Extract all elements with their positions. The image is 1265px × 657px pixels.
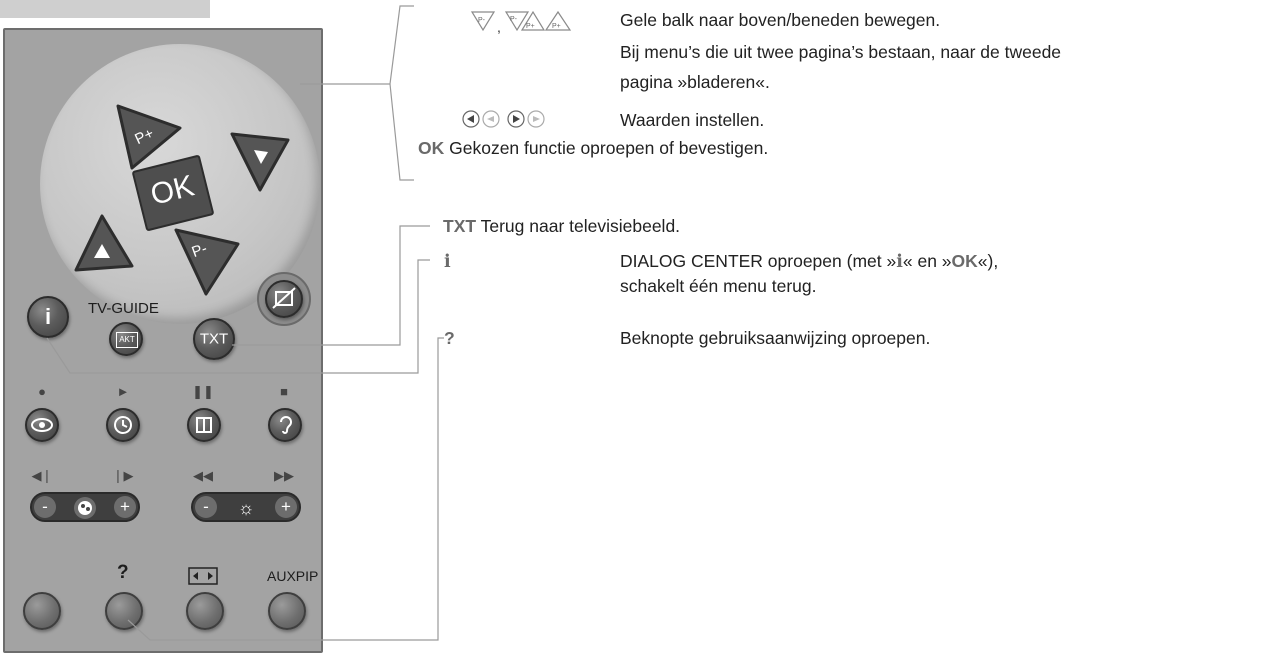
nav-description-line2: Bij menu’s die uit twee pagina’s bestaan, naar de tweede — [620, 42, 1062, 62]
skip-forward-mini-icon: ❘▶ — [112, 468, 134, 483]
help-key — [444, 326, 455, 350]
info-text-a: DIALOG CENTER oproepen (met » — [620, 251, 897, 271]
svg-text:,: , — [497, 19, 501, 35]
nav-description-line3: pagina »bladeren«. — [620, 72, 770, 92]
ok-description — [418, 136, 768, 160]
play-mini-icon: ► — [116, 384, 130, 399]
brightness-plus-button[interactable]: + — [275, 496, 297, 518]
info-text-c: «), — [977, 251, 999, 271]
info-key — [444, 249, 451, 274]
txt-description — [443, 214, 680, 238]
help-description: Beknopte gebruiksaanwijzing oproepen. — [620, 328, 931, 348]
info-label: i — [44, 304, 52, 329]
stop-mini-icon: ■ — [280, 384, 288, 399]
svg-text:P+: P+ — [526, 23, 535, 30]
svg-text:P+: P+ — [552, 23, 561, 30]
help-key-label: ? — [444, 328, 455, 348]
p-minus-label: P- — [189, 239, 210, 262]
pause-mini-icon: ❚❚ — [192, 384, 214, 399]
color-minus-button[interactable]: - — [34, 496, 56, 518]
arrow-keys-icon — [470, 8, 582, 36]
brightness-sun-icon: ☼ — [237, 498, 255, 518]
auxpip-label: AUXPIP — [267, 568, 319, 584]
tv-guide-label: TV-GUIDE — [88, 300, 159, 317]
info-key-label: i — [444, 252, 451, 272]
color-plus-button[interactable]: + — [114, 496, 136, 518]
left-right-keys-icon — [460, 108, 564, 130]
ok-label: OK — [147, 169, 198, 212]
txt-label: TXT — [199, 330, 229, 348]
help-label: ? — [117, 562, 129, 583]
info-description-line2: schakelt één menu terug. — [620, 276, 817, 296]
values-description: Waarden instellen. — [620, 110, 765, 130]
fast-forward-mini-icon: ▶▶ — [274, 468, 294, 483]
info-text-b: « en » — [902, 251, 952, 271]
txt-key-label: TXT — [443, 216, 477, 236]
brightness-minus-button[interactable]: - — [195, 496, 217, 518]
nav-description-line1: Gele balk naar boven/beneden bewegen. — [620, 10, 941, 30]
ok-key-label: OK — [418, 138, 445, 158]
p-plus-label: P+ — [132, 124, 157, 149]
txt-description-text: Terug naar televisiebeeld. — [476, 216, 681, 236]
svg-text:P-: P- — [478, 17, 485, 24]
akt-icon: AKT — [116, 332, 138, 348]
skip-back-mini-icon: ◀❘ — [31, 468, 53, 483]
info-description-line1 — [620, 249, 998, 274]
ok-description-text: Gekozen functie oproepen of bevestigen. — [444, 138, 769, 158]
info-text-ok: OK — [951, 251, 978, 271]
svg-text:P-: P- — [510, 16, 517, 23]
record-mini-icon: ● — [38, 384, 46, 399]
info-text-i: i — [896, 252, 903, 272]
rewind-mini-icon: ◀◀ — [193, 468, 213, 483]
